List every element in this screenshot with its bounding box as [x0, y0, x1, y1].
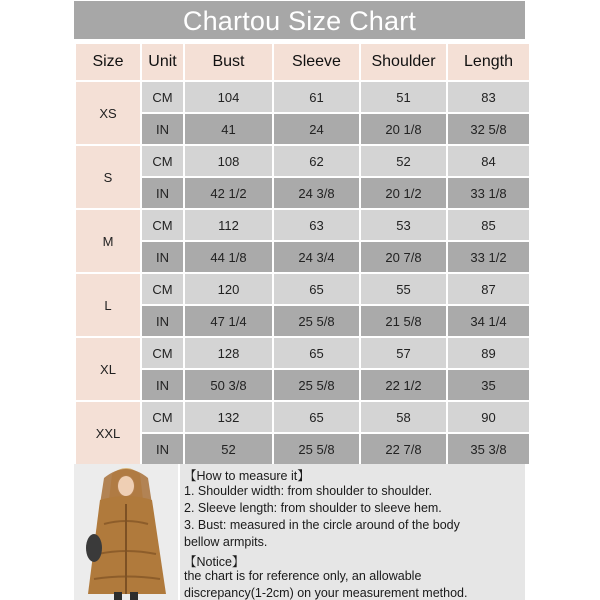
header-row — [76, 44, 529, 80]
sleeve-cell: 62 — [274, 146, 359, 176]
length-cell: 90 — [448, 402, 529, 432]
sleeve-cell: 65 — [274, 274, 359, 304]
unit-cell: CM — [142, 146, 183, 176]
size-label: S — [76, 146, 140, 208]
length-cell: 84 — [448, 146, 529, 176]
unit-cell: IN — [142, 178, 183, 208]
unit-cell: IN — [142, 306, 183, 336]
unit-cell: CM — [142, 338, 183, 368]
bust-cell: 52 — [185, 434, 272, 464]
shoulder-cell: 51 — [361, 82, 446, 112]
sleeve-cell: 25 5/8 — [274, 306, 359, 336]
length-cell: 32 5/8 — [448, 114, 529, 144]
bust-cell: 41 — [185, 114, 272, 144]
shoulder-cell: 21 5/8 — [361, 306, 446, 336]
header-bust: Bust — [185, 44, 272, 80]
notice-text-cont: discrepancy(1-2cm) on your measurement method. — [184, 586, 468, 600]
unit-cell: CM — [142, 274, 183, 304]
table-row — [76, 210, 529, 240]
shoulder-instruction: 1. Shoulder width: from shoulder to shoulder. — [184, 484, 433, 498]
length-cell: 35 — [448, 370, 529, 400]
bust-cell: 112 — [185, 210, 272, 240]
notice-text: the chart is for reference only, an allowable — [184, 569, 422, 583]
bust-cell: 47 1/4 — [185, 306, 272, 336]
sleeve-cell: 65 — [274, 338, 359, 368]
bust-cell: 42 1/2 — [185, 178, 272, 208]
sleeve-instruction: 2. Sleeve length: from shoulder to sleeve hem. — [184, 501, 442, 515]
shoulder-cell: 20 1/8 — [361, 114, 446, 144]
sleeve-cell: 24 3/4 — [274, 242, 359, 272]
table-row — [76, 306, 529, 336]
sleeve-cell: 25 5/8 — [274, 370, 359, 400]
length-cell: 33 1/8 — [448, 178, 529, 208]
bust-cell: 132 — [185, 402, 272, 432]
model-in-coat-icon — [74, 464, 178, 600]
unit-cell: CM — [142, 402, 183, 432]
shoulder-cell: 20 7/8 — [361, 242, 446, 272]
sleeve-cell: 65 — [274, 402, 359, 432]
table-row — [76, 370, 529, 400]
bust-cell: 120 — [185, 274, 272, 304]
bust-instruction: 3. Bust: measured in the circle around of the body — [184, 518, 460, 532]
table-row — [76, 338, 529, 368]
unit-cell: IN — [142, 242, 183, 272]
size-label: M — [76, 210, 140, 272]
length-cell: 34 1/4 — [448, 306, 529, 336]
table-row — [76, 274, 529, 304]
shoulder-cell: 53 — [361, 210, 446, 240]
unit-cell: CM — [142, 210, 183, 240]
shoulder-cell: 22 1/2 — [361, 370, 446, 400]
bust-cell: 128 — [185, 338, 272, 368]
sleeve-cell: 24 — [274, 114, 359, 144]
length-cell: 35 3/8 — [448, 434, 529, 464]
shoulder-cell: 58 — [361, 402, 446, 432]
bust-cell: 108 — [185, 146, 272, 176]
header-size: Size — [76, 44, 140, 80]
size-label: XL — [76, 338, 140, 400]
unit-cell: IN — [142, 370, 183, 400]
model-in-coat-photo — [74, 464, 178, 600]
length-cell: 85 — [448, 210, 529, 240]
length-cell: 87 — [448, 274, 529, 304]
table-row — [76, 402, 529, 432]
table-row — [76, 114, 529, 144]
header-shoulder: Shoulder — [361, 44, 446, 80]
size-label: XS — [76, 82, 140, 144]
bust-cell: 44 1/8 — [185, 242, 272, 272]
table-row — [76, 82, 529, 112]
header-length: Length — [448, 44, 529, 80]
shoulder-cell: 57 — [361, 338, 446, 368]
measurement-notes — [180, 464, 525, 600]
bust-instruction-cont: bellow armpits. — [184, 535, 268, 549]
shoulder-cell: 55 — [361, 274, 446, 304]
bust-cell: 104 — [185, 82, 272, 112]
bust-cell: 50 3/8 — [185, 370, 272, 400]
unit-cell: CM — [142, 82, 183, 112]
size-label: L — [76, 274, 140, 336]
size-label: XXL — [76, 402, 140, 464]
shoulder-cell: 52 — [361, 146, 446, 176]
length-cell: 33 1/2 — [448, 242, 529, 272]
header-unit: Unit — [142, 44, 183, 80]
notice-heading: 【Notice】 — [184, 555, 245, 569]
length-cell: 89 — [448, 338, 529, 368]
chart-title: Chartou Size Chart — [74, 1, 525, 39]
sleeve-cell: 63 — [274, 210, 359, 240]
table-row — [76, 242, 529, 272]
unit-cell: IN — [142, 114, 183, 144]
unit-cell: IN — [142, 434, 183, 464]
shoulder-cell: 20 1/2 — [361, 178, 446, 208]
how-to-measure-heading: 【How to measure it】 — [184, 469, 310, 483]
sleeve-cell: 24 3/8 — [274, 178, 359, 208]
table-row — [76, 178, 529, 208]
size-table — [74, 42, 531, 466]
table-row — [76, 434, 529, 464]
length-cell: 83 — [448, 82, 529, 112]
shoulder-cell: 22 7/8 — [361, 434, 446, 464]
measure-info-section — [74, 462, 525, 600]
header-sleeve: Sleeve — [274, 44, 359, 80]
sleeve-cell: 61 — [274, 82, 359, 112]
table-row — [76, 146, 529, 176]
sleeve-cell: 25 5/8 — [274, 434, 359, 464]
